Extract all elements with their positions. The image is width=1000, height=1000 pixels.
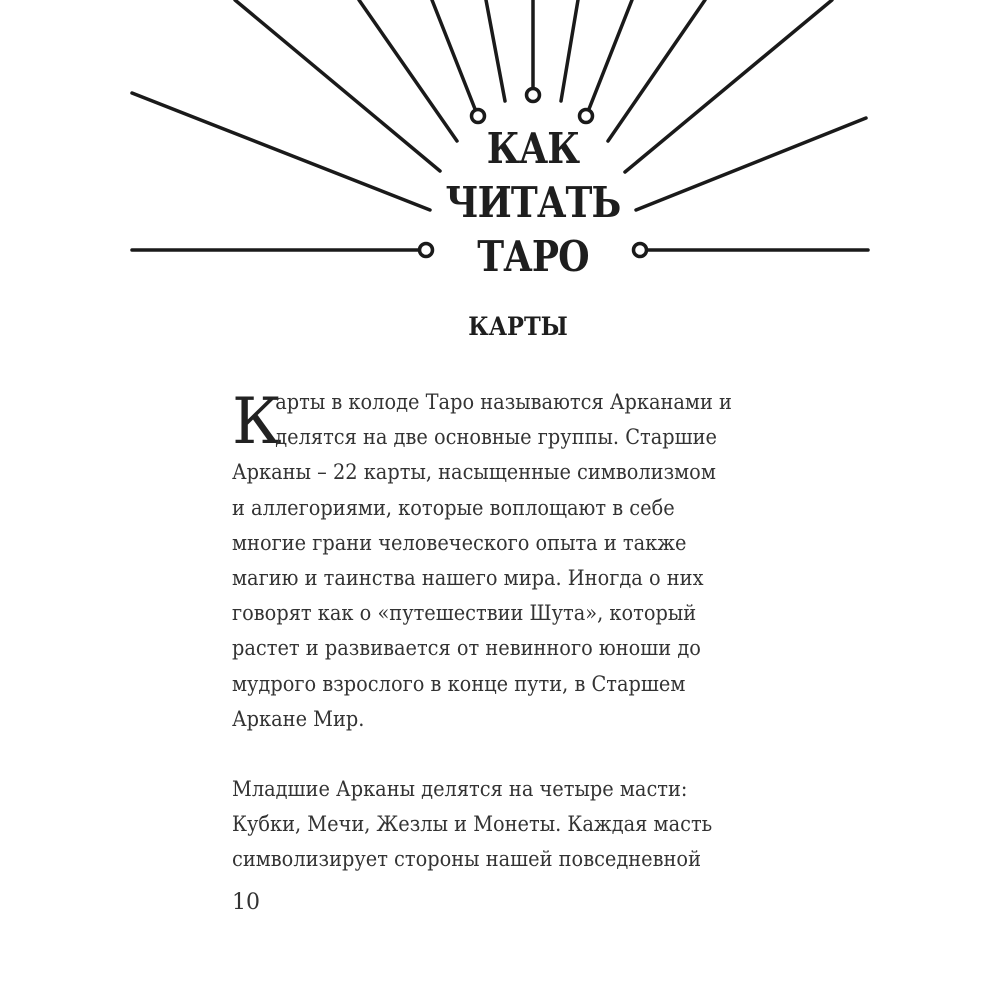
text-line: Младшие Арканы делятся на четыре масти: bbox=[232, 777, 688, 803]
chapter-title-line: ЧИТАТЬ bbox=[445, 178, 621, 227]
text-line: Кубки, Мечи, Жезлы и Монеты. Каждая масть bbox=[232, 812, 713, 838]
text-line: Арканы – 22 карты, насыщенные символизмом bbox=[232, 460, 716, 486]
page-number: 10 bbox=[232, 890, 260, 915]
text-line: символизирует стороны нашей повседневной bbox=[232, 847, 701, 873]
text-line: и аллегориями, которые воплощают в себе bbox=[232, 495, 675, 521]
drop-cap: К bbox=[232, 385, 282, 459]
ray bbox=[589, 0, 632, 109]
chapter-title-line: ТАРО bbox=[477, 232, 589, 281]
ray bbox=[561, 0, 578, 101]
text-line: арты в колоде Таро называются Арканами и bbox=[275, 390, 732, 415]
ray bbox=[432, 0, 475, 109]
text-line: мудрого взрослого в конце пути, в Старшем bbox=[232, 671, 686, 697]
chapter-title-line: КАК bbox=[486, 124, 580, 173]
ray-circle bbox=[580, 110, 593, 123]
ray bbox=[486, 0, 505, 101]
text-line: Аркане Мир. bbox=[232, 706, 365, 732]
text-line: многие грани человеческого опыта и также bbox=[232, 530, 687, 556]
chapter-title bbox=[75, 122, 992, 284]
text-line: растет и развивается от невинного юноши до bbox=[232, 636, 701, 662]
text-line: говорят как о «путешествии Шута», который bbox=[232, 601, 697, 627]
body-text bbox=[232, 385, 832, 878]
ray bbox=[359, 0, 457, 141]
ray-circle bbox=[472, 110, 485, 123]
section-heading: КАРТЫ bbox=[468, 312, 568, 341]
text-line: делятся на две основные группы. Старшие bbox=[275, 425, 717, 451]
text-line: магию и таинства нашего мира. Иногда о них bbox=[232, 565, 704, 591]
ray-circle bbox=[527, 89, 540, 102]
